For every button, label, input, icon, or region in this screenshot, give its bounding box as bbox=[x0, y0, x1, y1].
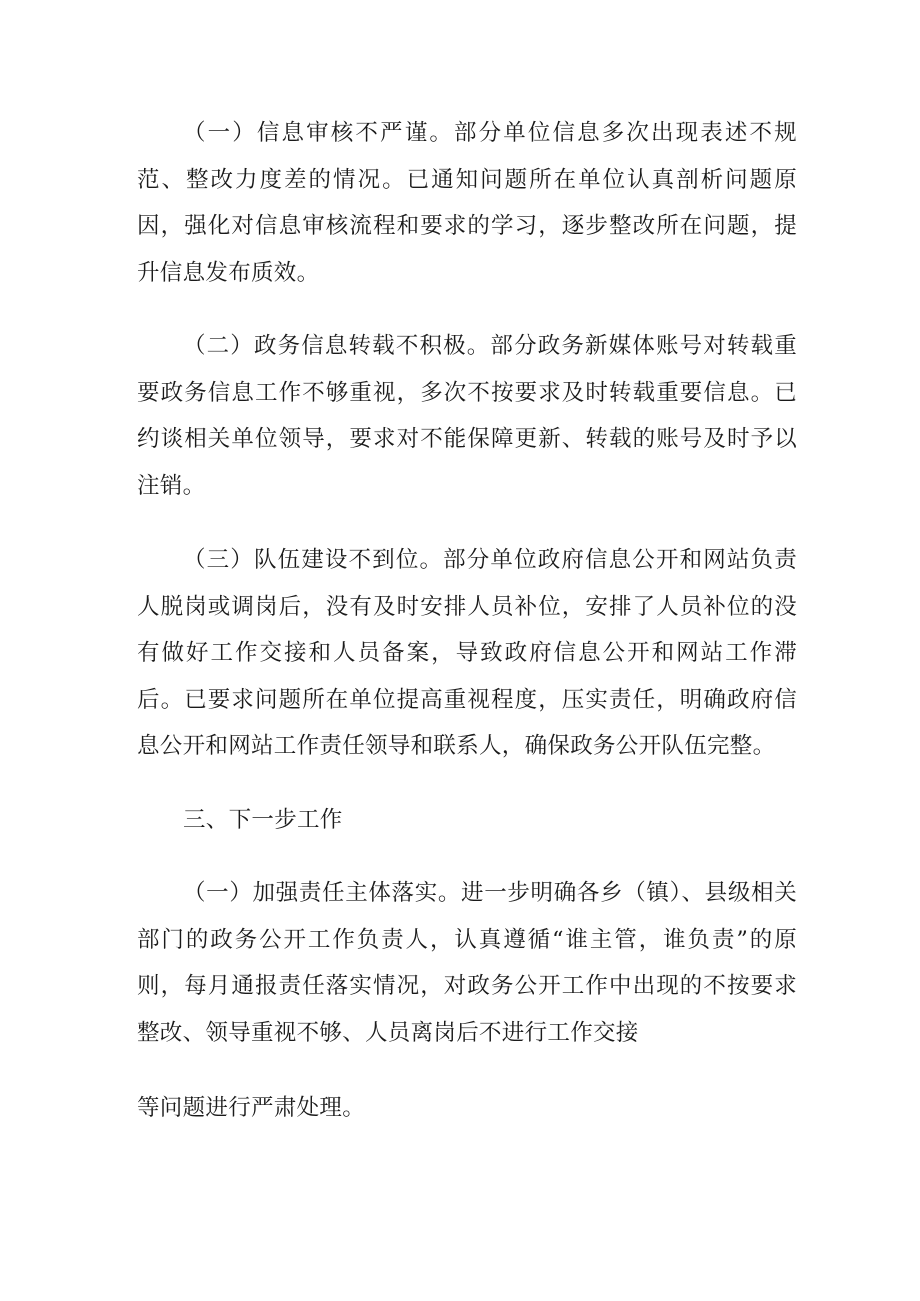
paragraph-team-building: （三）队伍建设不到位。部分单位政府信息公开和网站负责人脱岗或调岗后，没有及时安排人员补位，安排了人员补位的没有做好工作交接和人员备案，导致政府信息公开和网站工作滞后。已要求问题所在单位提高重视程度，压实责任，明确政府信息公开和网站工作责任领导和联系人，确保政务公开队伍完整。 bbox=[137, 547, 797, 759]
paragraph-continuation: 等问题进行严肃处理。 bbox=[137, 1095, 366, 1121]
paragraph-info-repost: （二）政务信息转载不积极。部分政务新媒体账号对转载重要政务信息工作不够重视，多次不按要求及时转载重要信息。已约谈相关单位领导，要求对不能保障更新、转载的账号及时予以注销。 bbox=[137, 333, 797, 499]
paragraph-info-review: （一）信息审核不严谨。部分单位信息多次出现表述不规范、整改力度差的情况。已通知问题所在单位认真剖析问题原因，强化对信息审核流程和要求的学习，逐步整改所在问题，提升信息发布质效。 bbox=[137, 120, 797, 286]
section-heading-next-steps: 三、下一步工作 bbox=[183, 807, 343, 833]
paragraph-responsibility: （一）加强责任主体落实。进一步明确各乡（镇）、县级相关部门的政务公开工作负责人，认真遵循“谁主管，谁负责”的原则，每月通报责任落实情况，对政务公开工作中出现的不按要求整改、领导重视不够、人员离岗后不进行工作交接 bbox=[137, 880, 797, 1046]
